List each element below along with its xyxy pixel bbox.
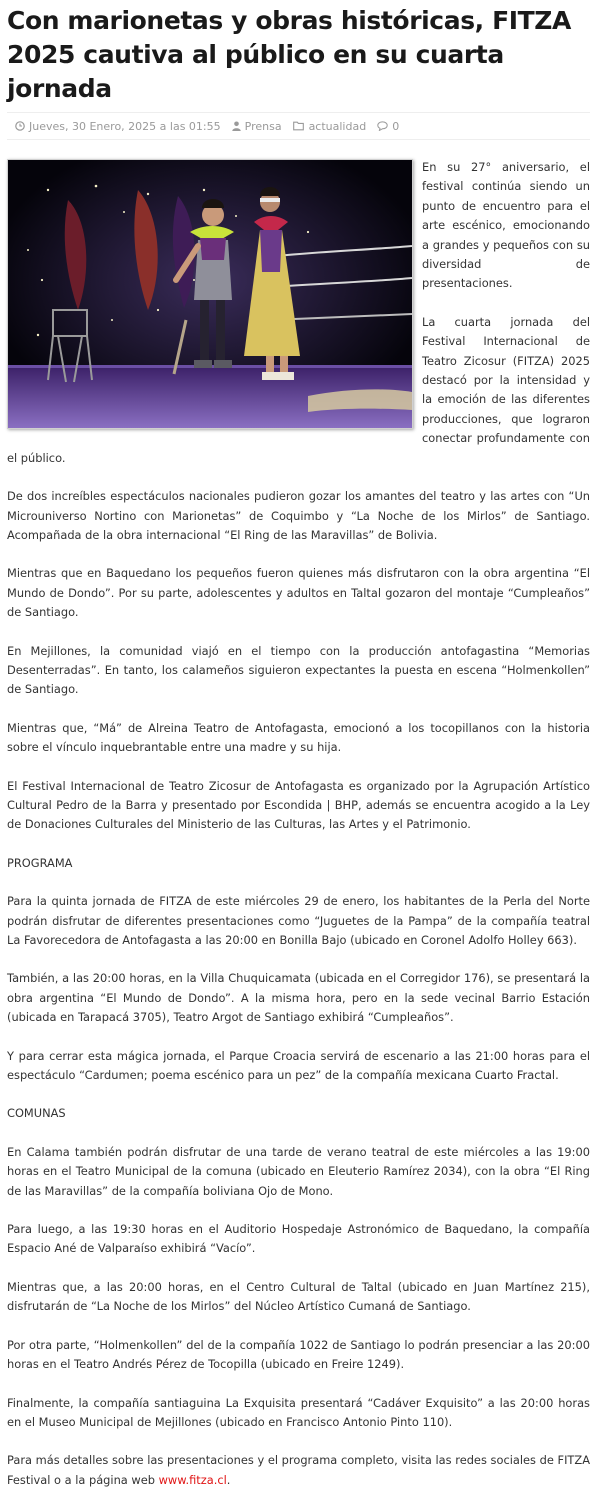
meta-date-text: Jueves, 30 Enero, 2025 a las 01:55 xyxy=(29,119,221,133)
folder-icon xyxy=(293,121,305,131)
body-paragraph: Mientras que, “Má” de Alreina Teatro de Antofagasta, emocionó a los tocopillanos con la historia sobre el vínculo inquebrantable entre una madre y su hija. xyxy=(7,720,590,755)
body-paragraph: Para luego, a las 19:30 horas en el Auditorio Hospedaje Astronómico de Baquedano, la compañía Espacio Ané de Valparaíso exhibirá “Vacío”. xyxy=(7,1222,590,1256)
closing-text: Para más detalles sobre las presentaciones y el programa completo, visita las redes sociales de FITZA Festival o a la página web xyxy=(7,1453,590,1487)
body-paragraph: En Calama también podrán disfrutar de una tarde de verano teatral de este miércoles a las 19:00 horas en el Teatro Municipal de la comuna (ubicado en Eleuterio Ramírez 2034), con la obra “El Ring de las Maravillas” de la compañía boliviana Ojo de Mono. xyxy=(7,1144,590,1198)
meta-category[interactable] xyxy=(293,120,367,133)
closing-paragraph xyxy=(7,1451,590,1490)
body-paragraph: Finalmente, la compañía santiaguina La Exquisita presentará “Cadáver Exquisito” a las 20:00 horas en el Museo Municipal de Mejillones (ubicado en Francisco Antonio Pinto 110). xyxy=(7,1395,590,1429)
body-paragraph: Y para cerrar esta mágica jornada, el Parque Croacia servirá de escenario a las 21:00 horas para el espectáculo “Cardumen; poema escénico para un pez” de la compañía mexicana Cuarto Fractal. xyxy=(7,1048,590,1083)
body-paragraph: Mientras que, a las 20:00 horas, en el Centro Cultural de Taltal (ubicado en Juan Martínez 215), disfrutarán de “La Noche de los Mirlos” del Núcleo Artístico Cumaná de Santiago. xyxy=(7,1279,590,1314)
meta-author-text: Prensa xyxy=(244,119,282,133)
body-paragraph: Por otra parte, “Holmenkollen” del de la compañía 1022 de Santiago lo podrán presenciar a las 20:00 horas en el Teatro Andrés Pérez de Tocopilla (ubicado en Freire 1249). xyxy=(7,1337,590,1372)
body-paragraph: El Festival Internacional de Teatro Zicosur de Antofagasta es organizado por la Agrupación Artístico Cultural Pedro de la Barra y presentado por Escondida | BHP, además se encuentra acogido a la Ley de Donaciones Culturales del Ministerio de las Culturas, las Artes y el Patrimonio. xyxy=(7,778,590,832)
body-paragraph: También, a las 20:00 horas, en la Villa Chuquicamata (ubicada en el Corregidor 176), se presentará la obra argentina “El Mundo de Dondo”. A la misma hora, pero en la sede vecinal Barrio Estación (ubicada en Tarapacá 3705), Teatro Argot de Santiago exhibirá “Cumpleaños”. xyxy=(7,971,590,1025)
body-paragraph: Para la quinta jornada de FITZA de este miércoles 29 de enero, los habitantes de la Perla del Norte podrán disfrutar de diferentes presentaciones como “Juguetes de la Pampa” de la compañía teatral La Favorecedora de Antofagasta a las 20:00 en Bonilla Bajo (ubicado en Coronel Adolfo Holley 663). xyxy=(7,894,590,947)
body-paragraph: En Mejillones, la comunidad viajó en el tiempo con la producción antofagastina “Memorias Desenterradas”. En tanto, los calameños siguieron expectantes la puesta en escena “Holmenkollen” de Santiago. xyxy=(7,643,590,697)
meta-comments[interactable] xyxy=(377,120,399,133)
article-body xyxy=(7,158,590,1490)
comment-icon xyxy=(377,121,388,131)
user-icon xyxy=(232,121,241,131)
article xyxy=(7,0,590,1490)
meta-comments-count: 0 xyxy=(392,119,400,133)
meta-category-text: actualidad xyxy=(308,119,367,133)
article-meta xyxy=(7,112,590,140)
closing-period: . xyxy=(226,1472,231,1487)
article-title: Con marionetas y obras históricas, FITZA 2025 cautiva al público en su cuarta jornada xyxy=(7,6,571,103)
section-heading-programa: PROGRAMA xyxy=(7,855,73,870)
meta-date xyxy=(15,120,221,133)
section-heading-comunas: COMUNAS xyxy=(7,1106,66,1121)
intro-paragraph-1: En su 27° aniversario, el festival continúa siendo un punto de encuentro para el arte escénico, emocionando a grandes y pequeños con su diversidad de presentaciones. xyxy=(422,160,590,291)
body-paragraph: De dos increíbles espectáculos nacionales pudieron gozar los amantes del teatro y las artes con “Un Microuniverso Nortino con Marionetas” de Coquimbo y “La Noche de los Mirlos” de Santiago. Acompañada de la obra internacional “El Ring de las Maravillas” de Bolivia. xyxy=(7,489,590,542)
intro-paragraph-2: La cuarta jornada del Festival Internacional de Teatro Zicosur (FITZA) 2025 destacó por la intensidad y la emoción de las diferentes producciones, que lograron conectar profundamente con el público. xyxy=(7,314,590,465)
article-photo xyxy=(7,159,413,429)
fitza-website-link[interactable]: www.fitza.cl xyxy=(158,1472,227,1487)
body-paragraph: Mientras que en Baquedano los pequeños fueron quienes más disfrutaron con la obra argentina “El Mundo de Dondo”. Por su parte, adolescentes y adultos en Taltal gozaron del montaje “Cumpleaños” de Santiago. xyxy=(7,566,590,620)
clock-icon xyxy=(15,121,25,131)
meta-author[interactable] xyxy=(232,120,282,133)
